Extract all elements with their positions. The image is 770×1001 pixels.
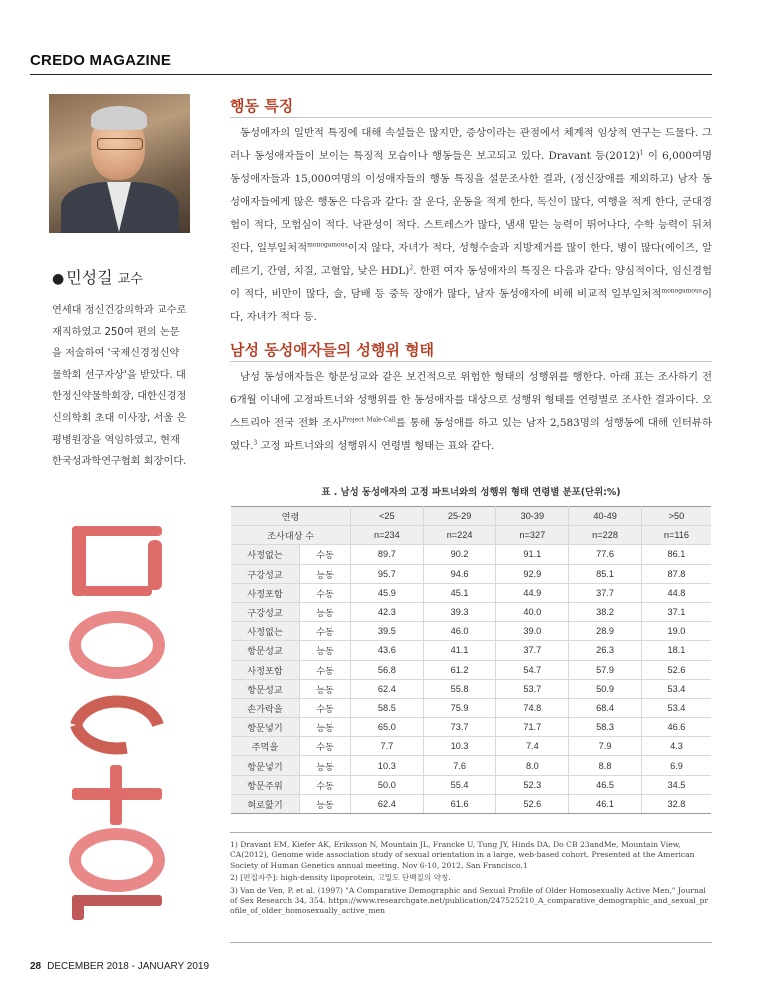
value-cell: 52.6 — [496, 794, 569, 813]
value-cell: 39.0 — [496, 622, 569, 641]
behavior-cell: 구강성교 — [231, 564, 300, 583]
value-cell: 7.7 — [351, 737, 424, 756]
table-header-n — [231, 526, 711, 545]
value-cell: 8.8 — [569, 756, 642, 775]
value-cell: 37.7 — [569, 583, 642, 602]
value-cell: 18.1 — [641, 641, 711, 660]
age-label: 연령 — [231, 507, 351, 526]
role-cell: 수동 — [300, 737, 351, 756]
value-cell: 41.1 — [423, 641, 496, 660]
bullet-icon: ● — [52, 271, 65, 287]
footnote-1: 1) Dravant EM, Kiefer AK, Eriksson N, Mountain JL, Francke U, Tung JY, Hinds DA, Do CB 23andMe, Mountain View, CA(2012), Genome wide association study of sexual orientation in a large, web-based cohort. Presented at the American Society of Human Genetics annual meeting. Nov 6-10, 2012, San Francisco.1 — [230, 840, 695, 870]
age-cell: >50 — [641, 507, 711, 526]
role-cell: 능동 — [300, 602, 351, 621]
header-rule — [30, 74, 712, 75]
table-row — [231, 545, 711, 564]
table-header-age — [231, 507, 711, 526]
value-cell: 46.6 — [641, 718, 711, 737]
table-row — [231, 641, 711, 660]
author-photo — [49, 94, 190, 233]
page-folio — [30, 961, 209, 972]
value-cell: 85.1 — [569, 564, 642, 583]
value-cell: 50.9 — [569, 679, 642, 698]
table-row — [231, 660, 711, 679]
value-cell: 73.7 — [423, 718, 496, 737]
behavior-cell: 사정없는 — [231, 622, 300, 641]
value-cell: 91.1 — [496, 545, 569, 564]
section-rule — [230, 117, 712, 118]
value-cell: 95.7 — [351, 564, 424, 583]
role-cell: 수동 — [300, 775, 351, 794]
value-cell: 57.9 — [569, 660, 642, 679]
magazine-masthead: CREDO MAGAZINE — [30, 52, 172, 69]
role-cell: 능동 — [300, 756, 351, 775]
value-cell: 89.7 — [351, 545, 424, 564]
behavior-cell: 사정포함 — [231, 583, 300, 602]
value-cell: 92.9 — [496, 564, 569, 583]
footnote-2: 2) [편집자주]: high-density lipoprotein, 고밀도 단백질의 약칭. — [230, 873, 451, 883]
value-cell: 26.3 — [569, 641, 642, 660]
value-cell: 52.3 — [496, 775, 569, 794]
value-cell: 87.8 — [641, 564, 711, 583]
value-cell: 44.9 — [496, 583, 569, 602]
value-cell: 7.9 — [569, 737, 642, 756]
table-row — [231, 775, 711, 794]
behavior-cell: 주먹을 — [231, 737, 300, 756]
value-cell: 74.8 — [496, 698, 569, 717]
value-cell: 53.4 — [641, 679, 711, 698]
footer-rule — [230, 942, 712, 943]
table-row — [231, 602, 711, 621]
footnote-rule — [230, 832, 712, 833]
value-cell: 39.3 — [423, 602, 496, 621]
table-row — [231, 794, 711, 813]
value-cell: 90.2 — [423, 545, 496, 564]
behavior-cell: 손가락을 — [231, 698, 300, 717]
table-row — [231, 756, 711, 775]
footnote-3: 3) Van de Ven, P. et al. (1997) "A Comparative Demographic and Sexual Profile of Older Homosexually Active Men," Journal of Sex Research 34, 354. https://www.researchgate.net/publication/247525210_A_comparative_demographic_and_sexual_profile_of_older_homosexually_active_men — [230, 885, 709, 916]
age-cell: 30-39 — [496, 507, 569, 526]
value-cell: 44.8 — [641, 583, 711, 602]
value-cell: 37.7 — [496, 641, 569, 660]
value-cell: 54.7 — [496, 660, 569, 679]
behavior-cell: 항문넣기 — [231, 756, 300, 775]
sexual-behavior-paragraph: 남성 동성애자들은 항문성교와 같은 보건적으로 위험한 형태의 성행위를 행한다. 아래 표는 조사하기 전 6개월 이내에 고정파트너와 성행위를 한 동성애자를 대상으로 성행위 형태를 연령별로 조사한 결과이다. 오스트리아 전국 전화 조사$^{Project Male-Call}$를 통해 동성애를 하고 있는 남자 2,583명의 성행동에 대해 인터뷰하였다.$^3$ 고정 파트너와의 성행위시 연령별 형태는 표와 같다. — [230, 371, 713, 452]
value-cell: 94.6 — [423, 564, 496, 583]
value-cell: 52.6 — [641, 660, 711, 679]
value-cell: 58.3 — [569, 718, 642, 737]
n-cell: n=224 — [423, 526, 496, 545]
behavior-cell: 항문넣기 — [231, 718, 300, 737]
n-cell: n=234 — [351, 526, 424, 545]
age-cell: 25-29 — [423, 507, 496, 526]
value-cell: 46.0 — [423, 622, 496, 641]
role-cell: 능동 — [300, 794, 351, 813]
value-cell: 28.9 — [569, 622, 642, 641]
value-cell: 10.3 — [423, 737, 496, 756]
value-cell: 62.4 — [351, 794, 424, 813]
value-cell: 56.8 — [351, 660, 424, 679]
value-cell: 7.4 — [496, 737, 569, 756]
behavior-cell: 사정없는 — [231, 545, 300, 564]
value-cell: 53.7 — [496, 679, 569, 698]
role-cell: 능동 — [300, 679, 351, 698]
page-number: 28 — [30, 961, 42, 972]
role-cell: 수동 — [300, 660, 351, 679]
value-cell: 55.8 — [423, 679, 496, 698]
value-cell: 53.4 — [641, 698, 711, 717]
behavior-cell: 항문주위 — [231, 775, 300, 794]
role-cell: 능동 — [300, 564, 351, 583]
value-cell: 75.9 — [423, 698, 496, 717]
table-row — [231, 718, 711, 737]
n-cell: n=116 — [641, 526, 711, 545]
value-cell: 45.9 — [351, 583, 424, 602]
behavior-cell: 사정포함 — [231, 660, 300, 679]
author-name-text: 민성길 — [66, 268, 113, 287]
behavior-cell: 항문성교 — [231, 679, 300, 698]
role-cell: 능동 — [300, 641, 351, 660]
n-label: 조사대상 수 — [231, 526, 351, 545]
value-cell: 61.2 — [423, 660, 496, 679]
value-cell: 7.6 — [423, 756, 496, 775]
value-cell: 40.0 — [496, 602, 569, 621]
value-cell: 71.7 — [496, 718, 569, 737]
footnotes — [230, 840, 712, 919]
table-row — [231, 679, 711, 698]
value-cell: 8.0 — [496, 756, 569, 775]
issue-date: DECEMBER 2018 - JANUARY 2019 — [47, 961, 210, 972]
sexual-behavior-table — [231, 506, 711, 814]
value-cell: 55.4 — [423, 775, 496, 794]
author-title: 교수 — [117, 272, 143, 287]
value-cell: 46.5 — [569, 775, 642, 794]
table-row — [231, 737, 711, 756]
value-cell: 4.3 — [641, 737, 711, 756]
role-cell: 수동 — [300, 583, 351, 602]
section-rule — [230, 361, 712, 362]
value-cell: 65.0 — [351, 718, 424, 737]
value-cell: 86.1 — [641, 545, 711, 564]
value-cell: 39.5 — [351, 622, 424, 641]
n-cell: n=228 — [569, 526, 642, 545]
behavior-paragraph: 동성애자의 일반적 특징에 대해 속설들은 많지만, 증상이라는 관점에서 체계적 임상적 연구는 드물다. 그러나 동성애자들이 보이는 특징적 모습이나 행동들은 보고되고 있다. Dravant 등$(2012)^1$ 이 6,000여명 동성애자들과 15,000여명의 이성애자들의 행동 특징을 설문조사한 결과, (정신장애를 제외하고) 남자 동성애자들에게 많은 행동은 다음과 같다: 잘 운다, 운동을 적게 한다, 독신이 많다, 여행을 적게 한다, 군대경험이 적다, 모험심이 적다. 낙관성이 적다. 스트레스가 많다, 냄새 맡는 능력이 뛰어나다, 수학 능력이 뒤쳐진다, 일부일처적$^{monogamous}$이지 않다, 자녀가 적다, 성형수술과 지방제거를 많이 한다, 병이 많다(에이즈, 알레르기, 간염, 치질, 고혈압, 낮은 HDL)$^2$. 한편 여자 동성애자의 특징은 다음과 같다: 양심적이다, 임신경험이 적다, 비만이 많다, 술, 담배 등 중독 장애가 많다, 남자 동성애자에 비해 비교적 일부일처적$^{monogamous}$이다, 자녀가 적다 등. — [230, 127, 712, 323]
behavior-cell: 혀로핥기 — [231, 794, 300, 813]
value-cell: 77.6 — [569, 545, 642, 564]
value-cell: 61.6 — [423, 794, 496, 813]
section-heading-behavior: 행동 특징 — [230, 97, 294, 115]
value-cell: 45.1 — [423, 583, 496, 602]
age-cell: 40-49 — [569, 507, 642, 526]
value-cell: 10.3 — [351, 756, 424, 775]
value-cell: 32.8 — [641, 794, 711, 813]
role-cell: 수동 — [300, 545, 351, 564]
table-row — [231, 698, 711, 717]
value-cell: 68.4 — [569, 698, 642, 717]
value-cell: 58.5 — [351, 698, 424, 717]
doctor-word-illustration — [62, 520, 172, 920]
author-name — [52, 265, 143, 288]
value-cell: 42.3 — [351, 602, 424, 621]
value-cell: 46.1 — [569, 794, 642, 813]
role-cell: 수동 — [300, 622, 351, 641]
table-row — [231, 564, 711, 583]
value-cell: 6.9 — [641, 756, 711, 775]
value-cell: 34.5 — [641, 775, 711, 794]
role-cell: 능동 — [300, 718, 351, 737]
behavior-cell: 항문성교 — [231, 641, 300, 660]
value-cell: 37.1 — [641, 602, 711, 621]
value-cell: 62.4 — [351, 679, 424, 698]
behavior-cell: 구강성교 — [231, 602, 300, 621]
role-cell: 수동 — [300, 698, 351, 717]
value-cell: 50.0 — [351, 775, 424, 794]
table-row — [231, 622, 711, 641]
author-bio: 연세대 정신건강의학과 교수로 재직하였고 250여 편의 논문을 저술하여 '국제신경정신약물학회 선구자상'을 받았다. 대한정신약물학회장, 대한신경정신의학회 초대 이사장, 서울 은평병원장을 역임하였고, 현재 한국성과학연구협회 회장이다. — [52, 305, 187, 468]
value-cell: 38.2 — [569, 602, 642, 621]
age-cell: <25 — [351, 507, 424, 526]
value-cell: 19.0 — [641, 622, 711, 641]
table-title: 표 . 남성 동성애자의 고정 파트너와의 성행위 형태 연령별 분포(단위:%) — [321, 487, 621, 498]
section-heading-sexual-behavior: 남성 동성애자들의 성행위 형태 — [230, 341, 435, 359]
table-row — [231, 583, 711, 602]
value-cell: 43.6 — [351, 641, 424, 660]
n-cell: n=327 — [496, 526, 569, 545]
